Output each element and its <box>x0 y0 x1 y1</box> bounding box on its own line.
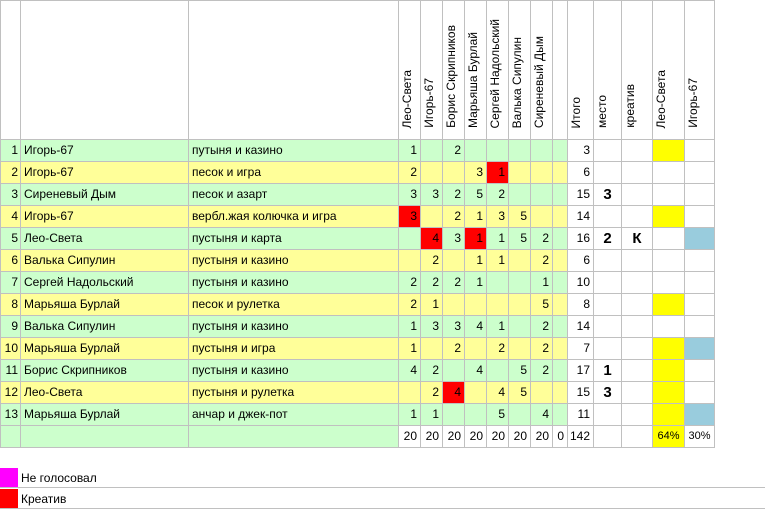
legend-swatch <box>0 489 18 509</box>
author-cell[interactable]: Валька Сипулин <box>21 316 189 338</box>
spacer-cell <box>553 250 568 272</box>
voter-header[interactable]: Сергей Надольский <box>487 1 509 140</box>
vote-cell[interactable] <box>531 140 553 162</box>
igor-mark-cell[interactable] <box>685 316 715 338</box>
vote-cell[interactable]: 3 <box>399 206 421 228</box>
total-cell[interactable]: 14 <box>568 206 594 228</box>
author-cell[interactable]: Лео-Света <box>21 382 189 404</box>
vote-cell[interactable]: 2 <box>399 162 421 184</box>
vote-cell[interactable]: 1 <box>465 206 487 228</box>
author-cell[interactable]: Игорь-67 <box>21 206 189 228</box>
vote-cell[interactable] <box>531 162 553 184</box>
leo-percent-cell[interactable]: 64% <box>653 426 685 448</box>
leo-mark-cell[interactable] <box>653 272 685 294</box>
vote-cell[interactable]: 1 <box>421 294 443 316</box>
total-cell[interactable]: 10 <box>568 272 594 294</box>
leo-header[interactable]: Лео-Света <box>653 1 685 140</box>
title-cell[interactable]: песок и азарт <box>189 184 399 206</box>
total-cell[interactable]: 6 <box>568 162 594 184</box>
vote-cell[interactable]: 4 <box>399 360 421 382</box>
vote-cell[interactable]: 3 <box>487 206 509 228</box>
igor-mark-cell[interactable] <box>685 338 715 360</box>
creative-cell[interactable] <box>622 140 653 162</box>
vote-cell[interactable] <box>421 140 443 162</box>
vote-cell[interactable] <box>487 272 509 294</box>
place-cell[interactable]: 3 <box>594 184 622 206</box>
header-cell <box>1 1 21 140</box>
creative-cell[interactable] <box>622 294 653 316</box>
row-number: 11 <box>1 360 21 382</box>
vote-cell[interactable] <box>399 228 421 250</box>
legend-label: Креатив <box>21 492 67 506</box>
vote-cell[interactable] <box>443 294 465 316</box>
table-row <box>1 404 715 426</box>
voter-header[interactable]: Борис Скрипников <box>443 1 465 140</box>
title-cell[interactable]: пустыня и казино <box>189 272 399 294</box>
vote-cell[interactable] <box>465 294 487 316</box>
creative-cell[interactable] <box>622 250 653 272</box>
table-row <box>1 162 715 184</box>
vote-cell[interactable] <box>465 338 487 360</box>
vote-cell[interactable]: 2 <box>531 316 553 338</box>
vote-cell[interactable] <box>509 250 531 272</box>
leo-mark-cell[interactable] <box>653 338 685 360</box>
spacer-cell <box>553 184 568 206</box>
igor-mark-cell[interactable] <box>685 250 715 272</box>
voter-total-cell[interactable]: 20 <box>531 426 553 448</box>
table-row <box>1 382 715 404</box>
vote-cell[interactable]: 5 <box>465 184 487 206</box>
place-cell[interactable] <box>594 162 622 184</box>
igor-mark-cell[interactable] <box>685 360 715 382</box>
leo-mark-cell[interactable] <box>653 404 685 426</box>
vote-cell[interactable] <box>531 184 553 206</box>
vote-cell[interactable] <box>531 382 553 404</box>
total-cell[interactable]: 17 <box>568 360 594 382</box>
igor-mark-cell[interactable] <box>685 382 715 404</box>
vote-cell[interactable] <box>509 162 531 184</box>
voter-total-cell[interactable]: 20 <box>509 426 531 448</box>
vote-cell[interactable]: 1 <box>465 228 487 250</box>
spacer-cell <box>553 162 568 184</box>
table-row <box>1 184 715 206</box>
table-row <box>1 228 715 250</box>
leo-mark-cell[interactable] <box>653 382 685 404</box>
voter-total-cell[interactable]: 20 <box>465 426 487 448</box>
row-number: 8 <box>1 294 21 316</box>
totals-row <box>1 426 715 448</box>
creative-cell[interactable] <box>622 382 653 404</box>
vote-cell[interactable]: 4 <box>421 228 443 250</box>
vote-cell[interactable] <box>465 382 487 404</box>
header-cell <box>21 1 189 140</box>
place-cell[interactable] <box>594 140 622 162</box>
totals-cell <box>1 426 21 448</box>
leo-mark-cell[interactable] <box>653 206 685 228</box>
extra-total-cell[interactable]: 0 <box>553 426 568 448</box>
vote-cell[interactable] <box>487 140 509 162</box>
vote-cell[interactable]: 5 <box>509 360 531 382</box>
vote-cell[interactable]: 3 <box>443 228 465 250</box>
vote-cell[interactable] <box>509 404 531 426</box>
author-cell[interactable]: Марьяша Бурлай <box>21 294 189 316</box>
row-number: 12 <box>1 382 21 404</box>
igor-mark-cell[interactable] <box>685 162 715 184</box>
vote-cell[interactable]: 2 <box>443 338 465 360</box>
total-cell[interactable]: 15 <box>568 184 594 206</box>
voter-header[interactable]: Лео-Света <box>399 1 421 140</box>
vote-cell[interactable]: 4 <box>465 360 487 382</box>
vote-cell[interactable]: 4 <box>487 382 509 404</box>
total-cell[interactable]: 11 <box>568 404 594 426</box>
title-cell[interactable]: пустыня и карта <box>189 228 399 250</box>
vote-cell[interactable] <box>509 184 531 206</box>
row-number: 5 <box>1 228 21 250</box>
creative-cell[interactable] <box>622 338 653 360</box>
vote-cell[interactable] <box>443 162 465 184</box>
vote-cell[interactable]: 1 <box>399 338 421 360</box>
vote-cell[interactable]: 1 <box>487 250 509 272</box>
vote-cell[interactable] <box>509 294 531 316</box>
title-cell[interactable]: анчар и джек-пот <box>189 404 399 426</box>
title-cell[interactable]: песок и рулетка <box>189 294 399 316</box>
spacer-cell <box>553 294 568 316</box>
title-cell[interactable]: песок и игра <box>189 162 399 184</box>
vote-cell[interactable]: 3 <box>399 184 421 206</box>
vote-cell[interactable]: 3 <box>421 184 443 206</box>
leo-mark-cell[interactable] <box>653 250 685 272</box>
spacer-cell <box>553 140 568 162</box>
vote-cell[interactable]: 1 <box>421 404 443 426</box>
vote-cell[interactable]: 5 <box>509 228 531 250</box>
header-cell <box>189 1 399 140</box>
creative-cell[interactable] <box>622 404 653 426</box>
vote-cell[interactable]: 1 <box>399 140 421 162</box>
author-cell[interactable]: Игорь-67 <box>21 162 189 184</box>
voter-total-cell[interactable]: 20 <box>443 426 465 448</box>
place-cell[interactable] <box>594 206 622 228</box>
title-cell[interactable]: путыня и казино <box>189 140 399 162</box>
place-cell[interactable] <box>594 294 622 316</box>
place-cell[interactable] <box>594 316 622 338</box>
total-cell[interactable]: 15 <box>568 382 594 404</box>
totals-cell <box>189 426 399 448</box>
title-cell[interactable]: пустыня и казино <box>189 316 399 338</box>
author-cell[interactable]: Марьяша Бурлай <box>21 338 189 360</box>
table-row <box>1 338 715 360</box>
vote-cell[interactable] <box>509 272 531 294</box>
voter-header[interactable]: Марьяша Бурлай <box>465 1 487 140</box>
grand-total-cell[interactable]: 142 <box>568 426 594 448</box>
creative-cell[interactable] <box>622 206 653 228</box>
total-cell[interactable]: 3 <box>568 140 594 162</box>
header-cell <box>553 1 568 140</box>
table-row <box>1 316 715 338</box>
author-cell[interactable]: Сергей Надольский <box>21 272 189 294</box>
vote-cell[interactable]: 5 <box>531 294 553 316</box>
row-number: 9 <box>1 316 21 338</box>
title-cell[interactable]: пустыня и игра <box>189 338 399 360</box>
vote-cell[interactable] <box>421 206 443 228</box>
place-header[interactable]: место <box>594 1 622 140</box>
voter-total-cell[interactable]: 20 <box>399 426 421 448</box>
spacer-cell <box>553 316 568 338</box>
igor-mark-cell[interactable] <box>685 294 715 316</box>
vote-cell[interactable]: 2 <box>531 250 553 272</box>
igor-mark-cell[interactable] <box>685 272 715 294</box>
spacer-cell <box>553 228 568 250</box>
total-cell[interactable]: 8 <box>568 294 594 316</box>
creative-cell[interactable] <box>622 162 653 184</box>
vote-cell[interactable] <box>421 338 443 360</box>
igor-mark-cell[interactable] <box>685 140 715 162</box>
vote-cell[interactable]: 2 <box>531 338 553 360</box>
place-cell[interactable] <box>594 338 622 360</box>
vote-cell[interactable]: 1 <box>487 228 509 250</box>
vote-cell[interactable]: 2 <box>421 360 443 382</box>
vote-cell[interactable] <box>443 360 465 382</box>
vote-cell[interactable]: 2 <box>487 184 509 206</box>
vote-cell[interactable] <box>531 206 553 228</box>
title-cell[interactable]: вербл.жая колючка и игра <box>189 206 399 228</box>
author-cell[interactable]: Сиреневый Дым <box>21 184 189 206</box>
creative-cell[interactable] <box>622 184 653 206</box>
creative-header[interactable]: креатив <box>622 1 653 140</box>
spacer-cell <box>553 404 568 426</box>
place-cell[interactable] <box>594 272 622 294</box>
place-cell[interactable]: 3 <box>594 382 622 404</box>
igor-mark-cell[interactable] <box>685 404 715 426</box>
vote-cell[interactable]: 3 <box>465 162 487 184</box>
vote-cell[interactable]: 1 <box>487 316 509 338</box>
title-cell[interactable]: пустыня и казино <box>189 360 399 382</box>
total-cell[interactable]: 7 <box>568 338 594 360</box>
vote-cell[interactable]: 2 <box>443 140 465 162</box>
vote-cell[interactable]: 2 <box>531 228 553 250</box>
author-cell[interactable]: Валька Сипулин <box>21 250 189 272</box>
vote-cell[interactable]: 5 <box>509 206 531 228</box>
vote-cell[interactable] <box>399 382 421 404</box>
vote-cell[interactable]: 4 <box>465 316 487 338</box>
vote-cell[interactable] <box>509 316 531 338</box>
vote-cell[interactable] <box>509 140 531 162</box>
vote-cell[interactable]: 2 <box>531 360 553 382</box>
vote-cell[interactable]: 4 <box>443 382 465 404</box>
vote-cell[interactable]: 1 <box>487 162 509 184</box>
vote-cell[interactable]: 2 <box>399 294 421 316</box>
table-row <box>1 250 715 272</box>
title-cell[interactable]: пустыня и рулетка <box>189 382 399 404</box>
total-header[interactable]: Итого <box>568 1 594 140</box>
legend-divider <box>0 487 765 488</box>
vote-cell[interactable]: 1 <box>531 272 553 294</box>
leo-mark-cell[interactable] <box>653 184 685 206</box>
place-cell[interactable] <box>594 404 622 426</box>
vote-cell[interactable] <box>487 360 509 382</box>
legend-label: Не голосовал <box>21 471 97 485</box>
author-cell[interactable]: Борис Скрипников <box>21 360 189 382</box>
vote-cell[interactable] <box>443 404 465 426</box>
row-number: 1 <box>1 140 21 162</box>
vote-cell[interactable]: 2 <box>421 250 443 272</box>
totals-cell <box>594 426 622 448</box>
total-cell[interactable]: 6 <box>568 250 594 272</box>
vote-cell[interactable] <box>421 162 443 184</box>
leo-mark-cell[interactable] <box>653 316 685 338</box>
vote-cell[interactable]: 1 <box>399 404 421 426</box>
igor-mark-cell[interactable] <box>685 228 715 250</box>
table-row <box>1 140 715 162</box>
place-cell[interactable]: 2 <box>594 228 622 250</box>
vote-cell[interactable]: 1 <box>465 250 487 272</box>
creative-cell[interactable]: К <box>622 228 653 250</box>
igor-mark-cell[interactable] <box>685 206 715 228</box>
author-cell[interactable]: Игорь-67 <box>21 140 189 162</box>
igor-header[interactable]: Игорь-67 <box>685 1 715 140</box>
vote-cell[interactable]: 2 <box>443 184 465 206</box>
spacer-cell <box>553 360 568 382</box>
header-row <box>1 1 715 140</box>
author-cell[interactable]: Марьяша Бурлай <box>21 404 189 426</box>
leo-mark-cell[interactable] <box>653 140 685 162</box>
row-number: 13 <box>1 404 21 426</box>
vote-cell[interactable]: 5 <box>487 404 509 426</box>
legend-item <box>0 468 765 488</box>
total-cell[interactable]: 14 <box>568 316 594 338</box>
title-cell[interactable]: пустыня и казино <box>189 250 399 272</box>
table-row <box>1 206 715 228</box>
voter-header[interactable]: Игорь-67 <box>421 1 443 140</box>
creative-cell[interactable] <box>622 272 653 294</box>
legend-item <box>0 489 765 509</box>
voter-total-cell[interactable]: 20 <box>421 426 443 448</box>
totals-cell <box>622 426 653 448</box>
igor-percent-cell[interactable]: 30% <box>685 426 715 448</box>
vote-cell[interactable] <box>509 338 531 360</box>
leo-mark-cell[interactable] <box>653 162 685 184</box>
row-number: 2 <box>1 162 21 184</box>
author-cell[interactable]: Лео-Света <box>21 228 189 250</box>
creative-cell[interactable] <box>622 360 653 382</box>
vote-cell[interactable]: 2 <box>421 272 443 294</box>
leo-mark-cell[interactable] <box>653 228 685 250</box>
spacer-cell <box>553 206 568 228</box>
vote-cell[interactable]: 3 <box>421 316 443 338</box>
igor-mark-cell[interactable] <box>685 184 715 206</box>
vote-cell[interactable]: 2 <box>399 272 421 294</box>
table-row <box>1 360 715 382</box>
vote-cell[interactable]: 1 <box>465 272 487 294</box>
spacer-cell <box>553 272 568 294</box>
vote-cell[interactable]: 4 <box>531 404 553 426</box>
totals-cell <box>21 426 189 448</box>
table-row <box>1 272 715 294</box>
vote-cell[interactable] <box>487 294 509 316</box>
vote-cell[interactable]: 2 <box>443 272 465 294</box>
vote-cell[interactable] <box>465 404 487 426</box>
vote-cell[interactable]: 5 <box>509 382 531 404</box>
spacer-cell <box>553 338 568 360</box>
voter-header[interactable]: Валька Сипулин <box>509 1 531 140</box>
row-number: 4 <box>1 206 21 228</box>
vote-cell[interactable]: 1 <box>399 316 421 338</box>
spacer-cell <box>553 382 568 404</box>
place-cell[interactable] <box>594 250 622 272</box>
row-number: 10 <box>1 338 21 360</box>
table-row <box>1 294 715 316</box>
row-number: 6 <box>1 250 21 272</box>
vote-cell[interactable]: 3 <box>443 316 465 338</box>
creative-cell[interactable] <box>622 316 653 338</box>
leo-mark-cell[interactable] <box>653 294 685 316</box>
row-number: 7 <box>1 272 21 294</box>
vote-cell[interactable]: 2 <box>487 338 509 360</box>
vote-cell[interactable]: 2 <box>443 206 465 228</box>
row-number: 3 <box>1 184 21 206</box>
legend-swatch <box>0 468 18 488</box>
total-cell[interactable]: 16 <box>568 228 594 250</box>
vote-cell[interactable] <box>465 140 487 162</box>
place-cell[interactable]: 1 <box>594 360 622 382</box>
vote-cell[interactable] <box>399 250 421 272</box>
voter-header[interactable]: Сиреневый Дым <box>531 1 553 140</box>
voter-total-cell[interactable]: 20 <box>487 426 509 448</box>
vote-cell[interactable] <box>443 250 465 272</box>
leo-mark-cell[interactable] <box>653 360 685 382</box>
vote-cell[interactable]: 2 <box>421 382 443 404</box>
